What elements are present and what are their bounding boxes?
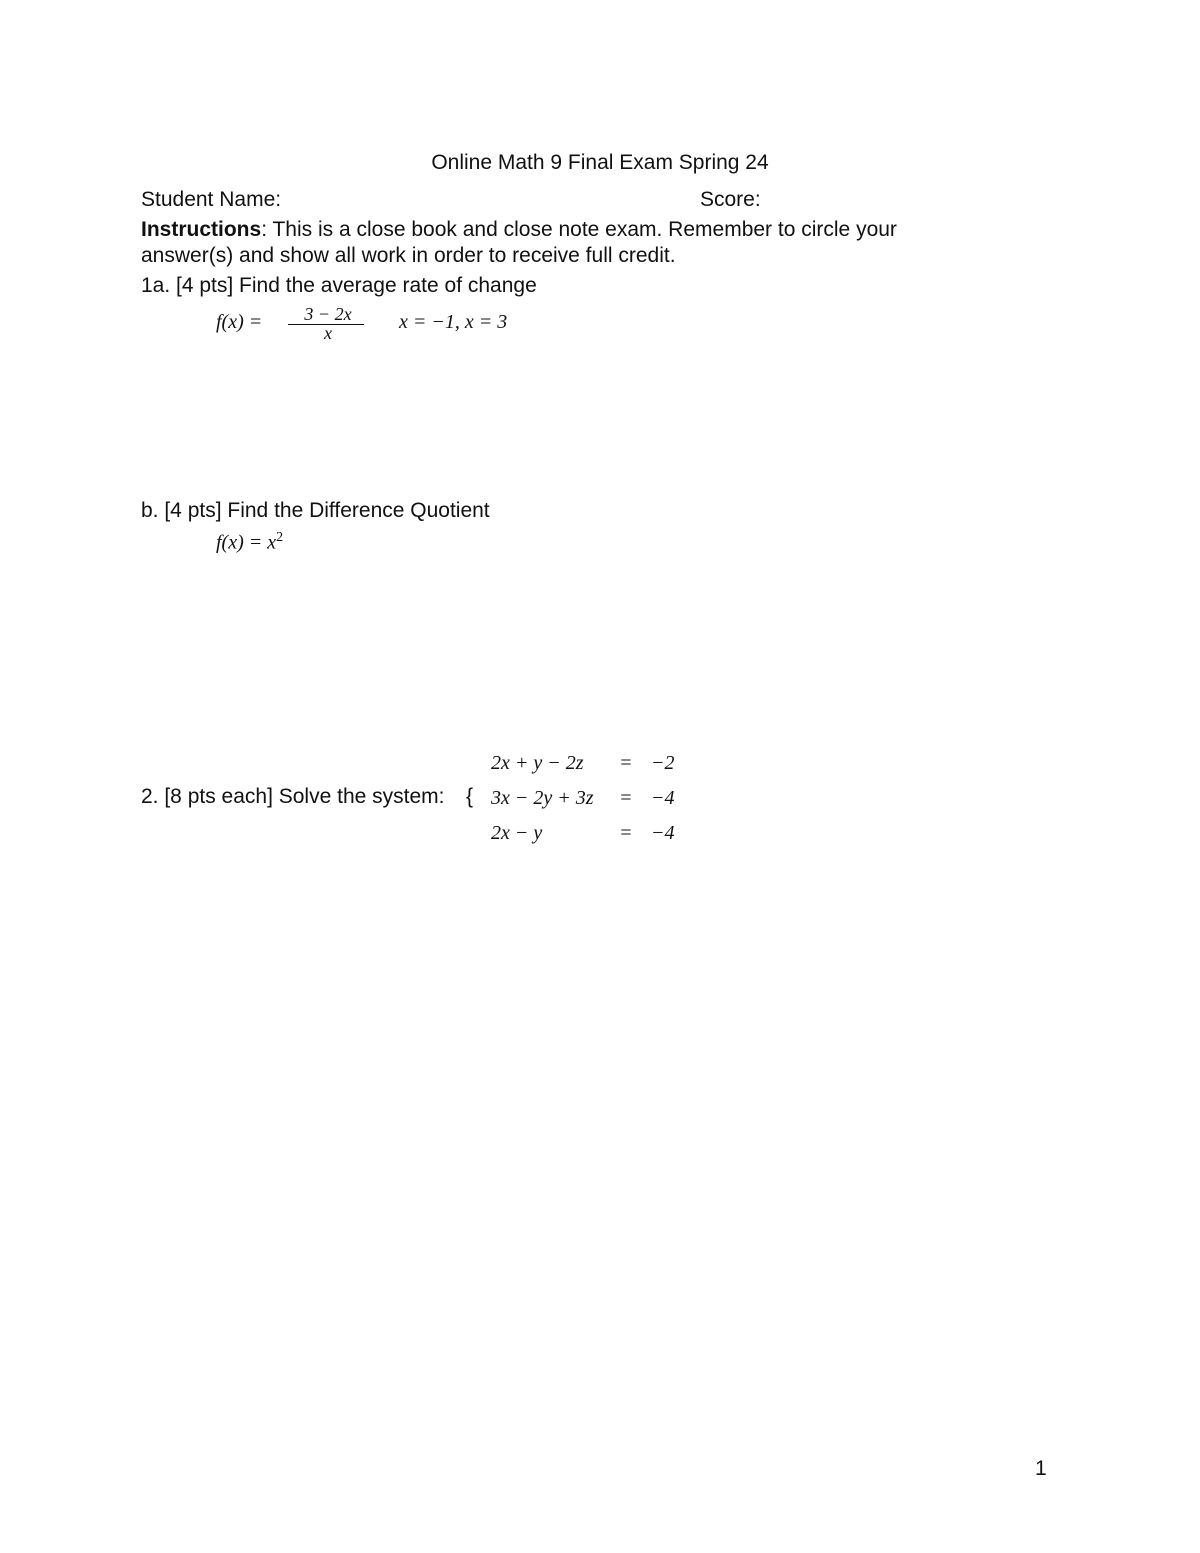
question-1b-exponent: 2 xyxy=(276,530,284,545)
instructions-line-1 xyxy=(141,217,897,243)
equation-1-lhs: 2x + y − 2z xyxy=(491,752,584,774)
student-name-label: Student Name: xyxy=(141,188,282,211)
equation-1-equals: = xyxy=(619,752,633,774)
equation-3-lhs: 2x − y xyxy=(491,822,543,844)
question-1a-function-lhs: f(x) = xyxy=(216,311,263,333)
question-1a-points: x = −1, x = 3 xyxy=(399,311,508,333)
system-brace: { xyxy=(466,785,474,808)
question-2-prompt: 2. [8 pts each] Solve the system: xyxy=(141,785,445,808)
equation-3-equals: = xyxy=(619,822,633,844)
question-1b-prompt: b. [4 pts] Find the Difference Quotient xyxy=(141,499,490,522)
equation-1-rhs: −2 xyxy=(651,752,675,774)
equation-2-lhs: 3x − 2y + 3z xyxy=(491,787,594,809)
score-label: Score: xyxy=(700,188,761,211)
question-1a-prompt: 1a. [4 pts] Find the average rate of change xyxy=(141,274,537,297)
fraction-denominator: x xyxy=(324,323,332,343)
equation-3-rhs: −4 xyxy=(651,822,675,844)
page-number: 1 xyxy=(1035,1457,1047,1480)
question-1b-function-base: f(x) = x xyxy=(216,531,277,554)
page-title: Online Math 9 Final Exam Spring 24 xyxy=(431,151,769,174)
question-1b-function xyxy=(216,530,283,555)
equation-2-equals: = xyxy=(619,787,633,809)
instructions-text-1: : This is a close book and close note exam. Remember to circle your xyxy=(261,218,897,241)
fraction-numerator: 3 − 2x xyxy=(304,304,352,324)
equation-2-rhs: −4 xyxy=(651,787,675,809)
instructions-label: Instructions xyxy=(141,218,262,241)
instructions-line-2: answer(s) and show all work in order to receive full credit. xyxy=(141,244,676,267)
question-1a-fraction xyxy=(288,305,368,341)
